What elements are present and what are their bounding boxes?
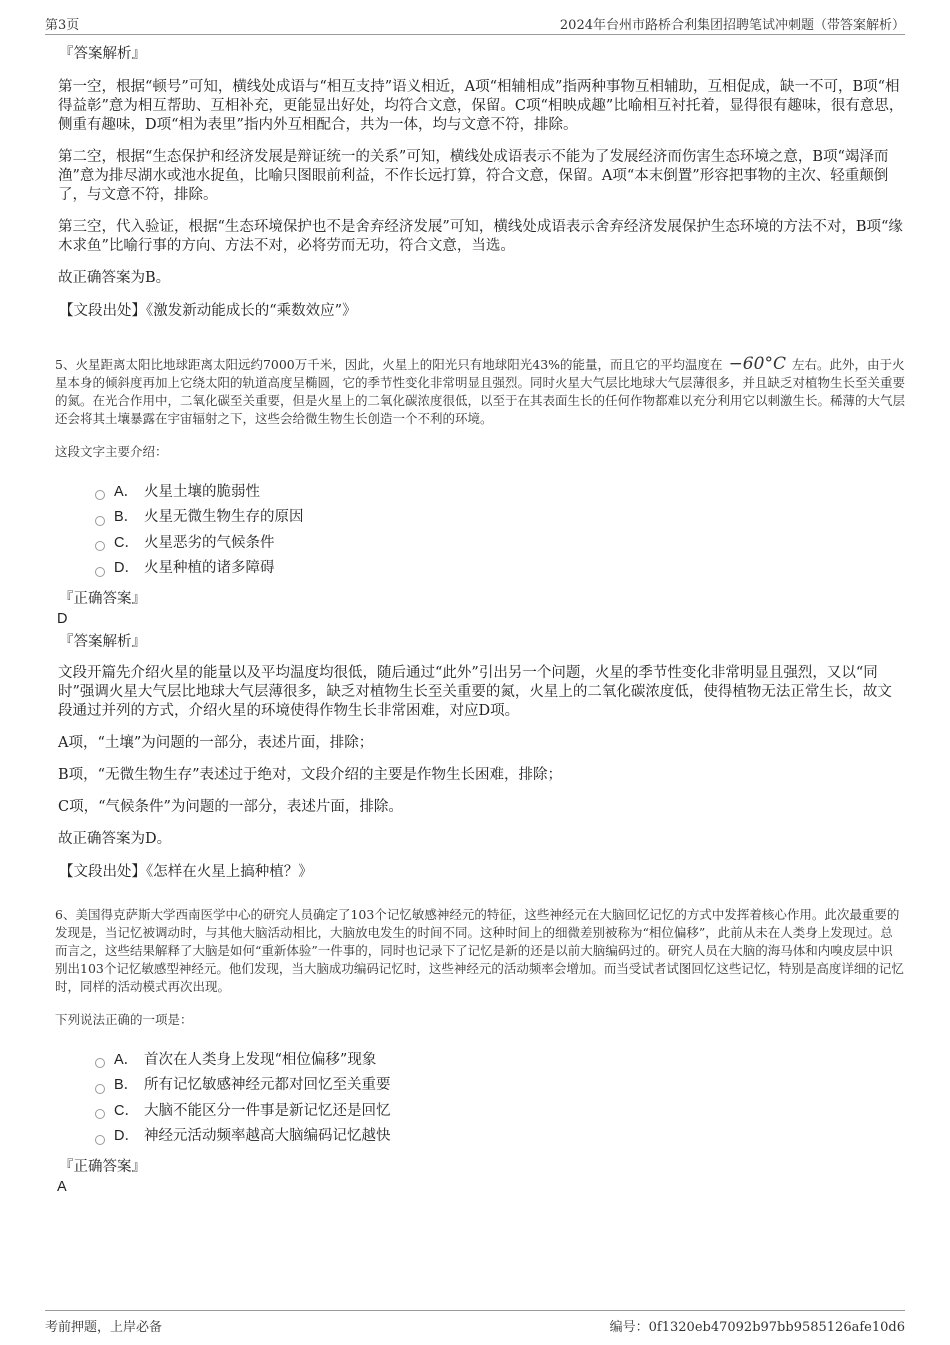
option-d[interactable]: D． 火星种植的诸多障碍	[95, 556, 905, 582]
radio-button-icon[interactable]	[95, 567, 105, 577]
analysis-paragraph-3: B项，“无微生物生存”表述过于绝对，文段介绍的主要是作物生长困难，排除；	[58, 767, 562, 783]
analysis-paragraph-1: 第一空，根据“顿号”可知，横线处成语与“相互支持”语义相近，A项“相辅相成”指两种事物互相辅助，互相促成，缺一不可，B项“相得益彰”意为相互帮助、互相补充，更能显出好处，均符合文意，保留。C项“相映成趣”比喻相互衬托着，显得很有趣味，很有意思，侧重有趣味，D项“相为表里”指内外互相配合，共为一体，均与文意不符，排除。	[58, 79, 904, 133]
page-header	[45, 10, 905, 35]
question-5-options	[95, 479, 905, 581]
option-a[interactable]: A． 火星土壤的脆弱性	[95, 479, 905, 505]
option-c[interactable]: C． 大脑不能区分一件事是新记忆还是回忆	[95, 1098, 905, 1124]
question-6-stem: 6、美国得克萨斯大学西南医学中心的研究人员确定了103个记忆敏感神经元的特征，这些神经元在大脑回忆记忆的方式中发挥着核心作用。此次最重要的发现是，当记忆被调动时，与其他大脑活动相比，大脑放电发生的时间不同。这种时间上的细微差别被称为“相位偏移”，此前从未在人类身上发现过。总而言之，这些结果解释了大脑是如何“重新体验”一件事的，同时也记录下了记忆是新的还是以前大脑编码过的。研究人员在大脑的海马体和内嗅皮层中识别出103个记忆敏感型神经元。他们发现，当大脑成功编码记忆时，这些神经元的活动频率会增加。而当受试者试图回忆这些记忆，特别是高度详细的记忆时，同样的活动模式再次出现。	[55, 907, 904, 994]
option-b[interactable]: B． 火星无微生物生存的原因	[95, 505, 905, 531]
correct-answer-label: 『正确答案』	[59, 1159, 146, 1175]
analysis-paragraph-2: A项，“土壤”为问题的一部分，表述片面，排除；	[58, 735, 374, 751]
analysis-conclusion: 故正确答案为B。	[58, 270, 171, 286]
analysis-conclusion: 故正确答案为D。	[58, 831, 172, 847]
option-c[interactable]: C． 火星恶劣的气候条件	[95, 530, 905, 556]
question-6-prompt: 下列说法正确的一项是：	[55, 1012, 193, 1027]
correct-answer-value: A	[57, 1179, 67, 1195]
question-5	[55, 355, 905, 882]
correct-answer-label: 『正确答案』	[59, 591, 146, 607]
footer-slogan: 考前押题，上岸必备	[45, 1320, 163, 1335]
question-6	[55, 906, 905, 1197]
option-b[interactable]: B． 所有记忆敏感神经元都对回忆至关重要	[95, 1073, 905, 1099]
page-content	[55, 42, 905, 1200]
question-5-prompt: 这段文字主要介绍：	[55, 444, 168, 459]
analysis-paragraph-4: C项，“气候条件”为问题的一部分，表述片面，排除。	[58, 799, 403, 815]
analysis-label: 『答案解析』	[59, 634, 146, 650]
page-footer	[45, 1310, 905, 1337]
passage-source: 【文段出处】《激发新动能成长的“乘数效应”》	[59, 303, 357, 319]
radio-button-icon[interactable]	[95, 1135, 105, 1145]
temperature-formula: −60°C	[728, 354, 786, 374]
question-4-analysis	[55, 44, 905, 321]
question-6-options	[95, 1047, 905, 1149]
passage-source: 【文段出处】《怎样在火星上搞种植？》	[59, 864, 313, 880]
radio-button-icon[interactable]	[95, 1058, 105, 1068]
option-d[interactable]: D． 神经元活动频率越高大脑编码记忆越快	[95, 1124, 905, 1150]
document-title: 2024年台州市路桥合利集团招聘笔试冲刺题（带答案解析）	[559, 18, 905, 33]
radio-button-icon[interactable]	[95, 516, 105, 526]
radio-button-icon[interactable]	[95, 541, 105, 551]
radio-button-icon[interactable]	[95, 490, 105, 500]
analysis-label: 『答案解析』	[59, 46, 146, 62]
question-5-stem: 5、火星距离太阳比地球距离太阳远约7000万千米，因此，火星上的阳光只有地球阳光43%的能量，而且它的平均温度在 −60°C 左右。此外，由于火星本身的倾斜度再加上它绕太阳的轨道高度呈椭圆，它的季节性变化非常明显且强烈。同时火星大气层比地球大气层薄很多，并且缺乏对植物生长至关重要的氮。在光合作用中，二氧化碳至关重要，但是火星上的二氧化碳浓度很低，以至于在其表面生长的任何作物都难以充分利用它以刺激生长。稀薄的大气层还会将其土壤暴露在宇宙辐射之下，这些会给微生物生长创造一个不利的环境。	[55, 354, 906, 426]
analysis-paragraph-3: 第三空，代入验证，根据“生态环境保护也不是舍弃经济发展”可知，横线处成语表示舍弃经济发展保护生态环境的方法不对，B项“缘木求鱼”比喻行事的方向、方法不对，必将劳而无功，符合文意，当选。	[58, 219, 903, 254]
analysis-paragraph-2: 第二空，根据“生态保护和经济发展是辩证统一的关系”可知，横线处成语表示不能为了发展经济而伤害生态环境之意，B项“竭泽而渔”意为排尽湖水或池水捉鱼，比喻只图眼前利益，不作长远打算，符合文意，保留。A项“本末倒置”形容把事物的主次、轻重颠倒了，与文意不符，排除。	[58, 149, 889, 203]
option-a[interactable]: A． 首次在人类身上发现“相位偏移”现象	[95, 1047, 905, 1073]
analysis-paragraph-1: 文段开篇先介绍火星的能量以及平均温度均很低，随后通过“此外”引出另一个问题，火星的季节性变化非常明显且强烈，又以“同时”强调火星大气层比地球大气层薄很多，缺乏对植物生长至关重要的氮，火星上的二氧化碳浓度低，使得植物无法正常生长，故文段通过并列的方式，介绍火星的环境使得作物生长非常困难，对应D项。	[58, 665, 892, 719]
page-number: 第3页	[45, 18, 80, 33]
radio-button-icon[interactable]	[95, 1084, 105, 1094]
radio-button-icon[interactable]	[95, 1109, 105, 1119]
document-code: 编号：0f1320eb47092b97bb9585126afe10d6	[609, 1320, 905, 1335]
correct-answer-value: D	[57, 611, 68, 627]
